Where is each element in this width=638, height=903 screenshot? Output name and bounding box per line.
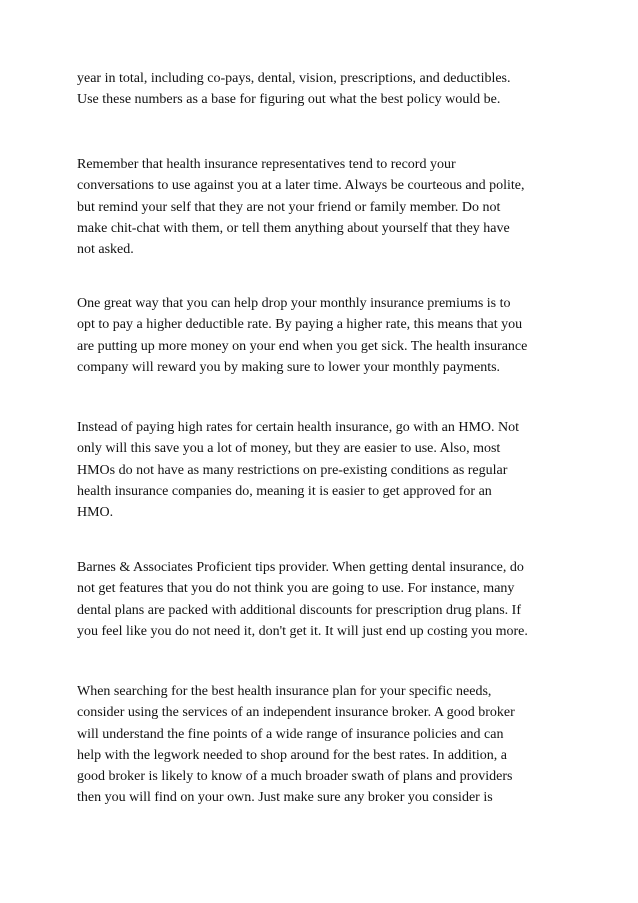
text-line: help with the legwork needed to shop around for the best rates. In addition, a bbox=[77, 747, 507, 763]
text-line: but remind your self that they are not your friend or family member. Do not bbox=[77, 199, 501, 215]
text-line: health insurance companies do, meaning it is easier to get approved for an bbox=[77, 483, 492, 499]
text-line: Barnes & Associates Proficient tips provider. When getting dental insurance, do bbox=[77, 560, 524, 575]
text-line: year in total, including co-pays, dental, vision, prescriptions, and deductibles. bbox=[77, 71, 511, 86]
text-line: only will this save you a lot of money, but they are easier to use. Also, most bbox=[77, 441, 501, 457]
text-line: will understand the fine points of a wide range of insurance policies and can bbox=[77, 726, 504, 742]
text-line: are putting up more money on your end when you get sick. The health insurance bbox=[77, 338, 528, 354]
text-line: consider using the services of an independent insurance broker. A good broker bbox=[77, 705, 515, 721]
text-line: then you will find on your own. Just make sure any broker you consider is bbox=[77, 790, 493, 806]
text-line: you feel like you do not need it, don't get it. It will just end up costing you more. bbox=[77, 623, 528, 639]
text-line: Instead of paying high rates for certain health insurance, go with an HMO. Not bbox=[77, 420, 520, 435]
text-line: make chit-chat with them, or tell them anything about yourself that they have bbox=[77, 220, 510, 236]
text-line: HMOs do not have as many restrictions on pre-existing conditions as regular bbox=[77, 462, 508, 478]
text-line: conversations to use against you at a later time. Always be courteous and polite, bbox=[77, 178, 525, 194]
text-line: Use these numbers as a base for figuring out what the best policy would be. bbox=[77, 92, 501, 108]
paragraph-3 bbox=[77, 293, 597, 378]
text-line: dental plans are packed with additional discounts for prescription drug plans. If bbox=[77, 602, 521, 618]
text-line: opt to pay a higher deductible rate. By paying a higher rate, this means that you bbox=[77, 317, 523, 333]
text-line: not asked. bbox=[77, 242, 134, 258]
text-line: company will reward you by making sure to lower your monthly payments. bbox=[77, 359, 501, 375]
text-line: good broker is likely to know of a much broader swath of plans and providers bbox=[77, 769, 513, 785]
paragraph-6 bbox=[77, 681, 597, 809]
paragraph-2 bbox=[77, 154, 597, 260]
paragraph-1 bbox=[77, 68, 597, 111]
text-line: HMO. bbox=[77, 505, 114, 521]
text-line: When searching for the best health insurance plan for your specific needs, bbox=[77, 684, 492, 699]
text-line: One great way that you can help drop your monthly insurance premiums is to bbox=[77, 296, 511, 311]
paragraph-5 bbox=[77, 557, 597, 642]
text-line: not get features that you do not think you are going to use. For instance, many bbox=[77, 581, 515, 597]
text-line: Remember that health insurance representatives tend to record your bbox=[77, 157, 456, 172]
paragraph-4 bbox=[77, 417, 597, 523]
